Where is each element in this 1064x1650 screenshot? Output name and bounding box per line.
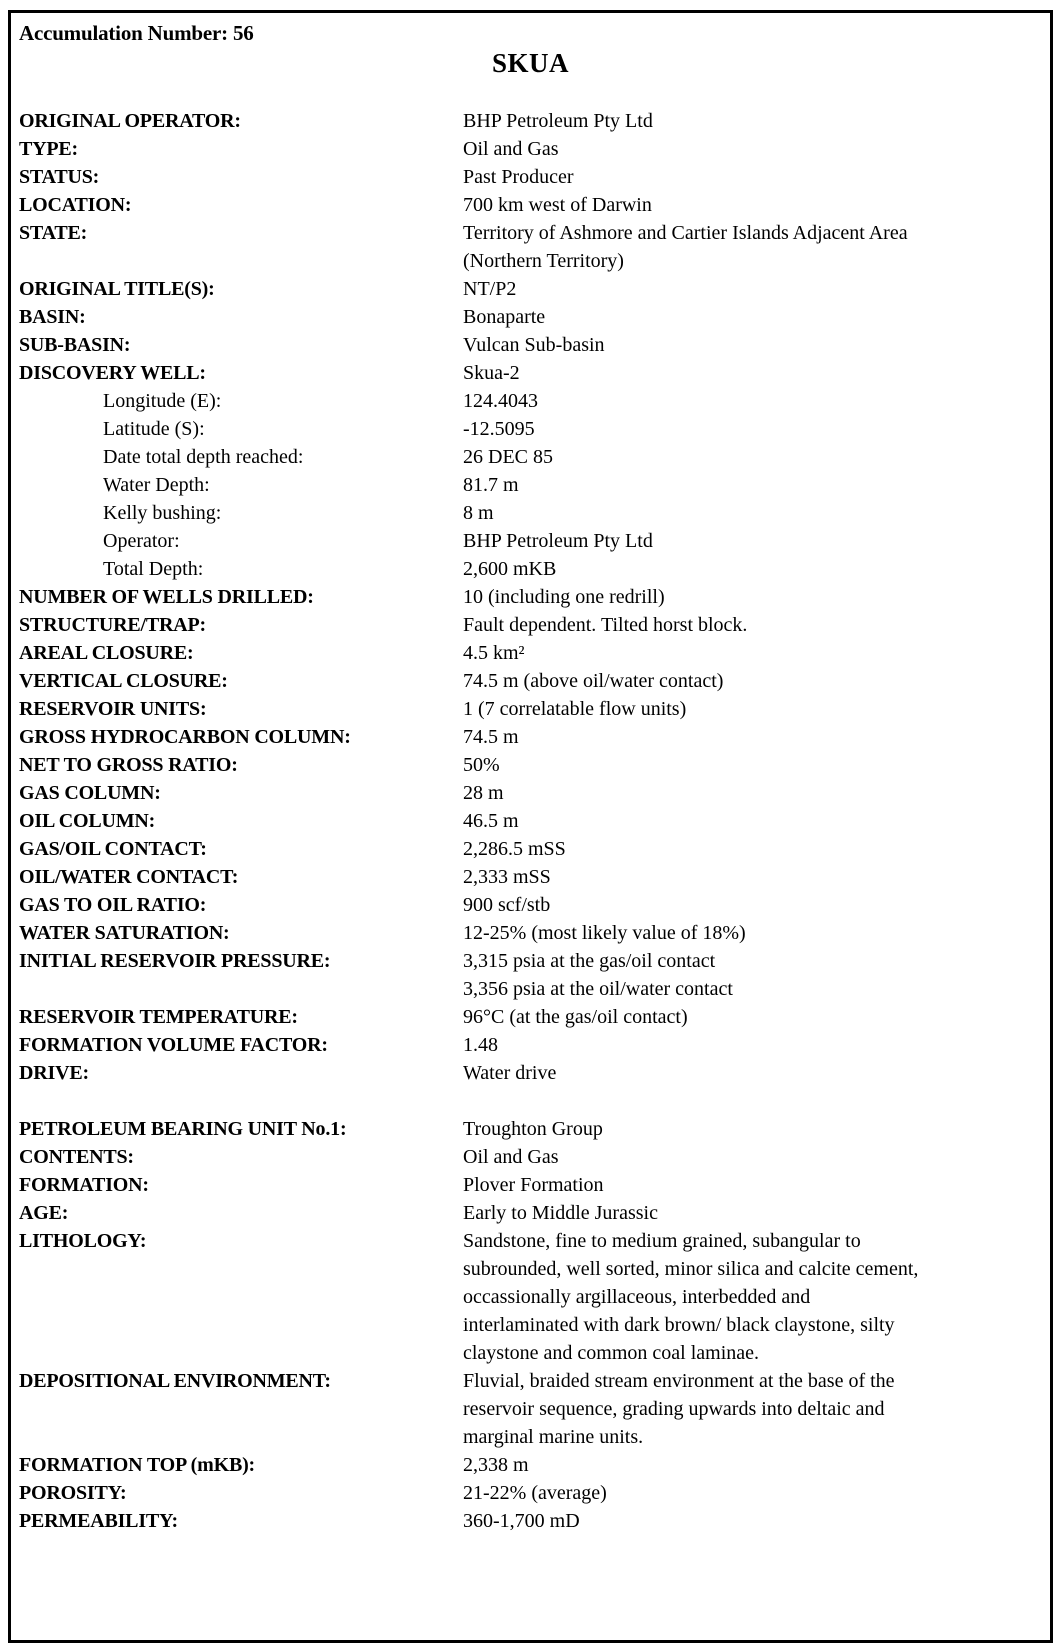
field-value [463,527,1042,555]
field-value-line: reservoir sequence, grading upwards into deltaic and [463,1398,885,1420]
field-row [19,163,1042,191]
accumulation-number-heading: Accumulation Number: 56 [19,21,254,45]
field-value-line: 21-22% (average) [463,1482,607,1504]
field-label: BASIN: [19,306,86,328]
field-value-line: Troughton Group [463,1118,603,1140]
field-value [463,835,1042,863]
field-label: POROSITY: [19,1482,127,1504]
field-row [19,275,1042,303]
field-row [19,919,1042,947]
field-label: ORIGINAL OPERATOR: [19,110,241,132]
field-label: LITHOLOGY: [19,1230,147,1252]
field-row [19,443,1042,471]
field-row [19,835,1042,863]
field-value-line: 12-25% (most likely value of 18%) [463,922,746,944]
field-row [19,667,1042,695]
field-value [463,359,1042,387]
field-value [463,1507,1042,1535]
field-label: GAS COLUMN: [19,782,161,804]
field-value-line: 3,315 psia at the gas/oil contact [463,950,716,972]
field-label: NUMBER OF WELLS DRILLED: [19,586,314,608]
field-row [19,555,1042,583]
field-row [19,947,1042,1003]
field-value [463,1227,1042,1367]
field-value [463,639,1042,667]
field-value-line: BHP Petroleum Pty Ltd [463,110,653,132]
field-value-line: Oil and Gas [463,138,559,160]
field-value [463,1031,1042,1059]
field-label: GAS/OIL CONTACT: [19,838,207,860]
field-value [463,667,1042,695]
field-label: Operator: [103,530,180,552]
field-value [463,443,1042,471]
field-label: RESERVOIR UNITS: [19,698,207,720]
field-label: SUB-BASIN: [19,334,131,356]
field-label: Kelly bushing: [103,502,222,524]
field-value-line: (Northern Territory) [463,250,624,272]
field-value-line: 81.7 m [463,474,519,496]
field-value-line: 700 km west of Darwin [463,194,652,216]
field-value-line: Territory of Ashmore and Cartier Islands Adjacent Area [463,222,908,244]
field-value-line: 46.5 m [463,810,519,832]
field-value [463,415,1042,443]
field-label: RESERVOIR TEMPERATURE: [19,1006,298,1028]
field-value-line: Skua-2 [463,362,520,384]
field-row [19,779,1042,807]
field-value-line: 10 (including one redrill) [463,586,665,608]
field-value-line: 74.5 m [463,726,519,748]
field-row [19,1031,1042,1059]
field-label: FORMATION: [19,1174,149,1196]
field-value-line: 124.4043 [463,390,538,412]
field-value [463,779,1042,807]
field-value [463,1059,1042,1087]
field-row [19,891,1042,919]
field-row [19,1451,1042,1479]
field-value [463,1479,1042,1507]
field-label: ORIGINAL TITLE(S): [19,278,215,300]
field-label: OIL/WATER CONTACT: [19,866,239,888]
field-row [19,1479,1042,1507]
field-label: DISCOVERY WELL: [19,362,206,384]
field-label: LOCATION: [19,194,132,216]
field-row [19,107,1042,135]
field-value-line: Sandstone, fine to medium grained, subangular to [463,1230,861,1252]
field-label: AGE: [19,1202,69,1224]
field-value-line: 28 m [463,782,504,804]
field-value-line: Bonaparte [463,306,546,328]
field-value-line: 8 m [463,502,494,524]
field-value [463,723,1042,751]
field-label: INITIAL RESERVOIR PRESSURE: [19,950,331,972]
field-value [463,751,1042,779]
field-label: GROSS HYDROCARBON COLUMN: [19,726,351,748]
field-value-line: 4.5 km² [463,642,525,664]
field-value-line: 360-1,700 mD [463,1510,580,1532]
field-row [19,331,1042,359]
field-row [19,1507,1042,1535]
field-row [19,583,1042,611]
field-value-line: marginal marine units. [463,1426,644,1448]
field-value-line: 26 DEC 85 [463,446,553,468]
field-value-line: claystone and common coal laminae. [463,1342,760,1364]
field-value [463,863,1042,891]
field-label: Longitude (E): [103,390,222,412]
field-value [463,499,1042,527]
field-label: STATE: [19,222,88,244]
field-label: OIL COLUMN: [19,810,156,832]
field-row [19,471,1042,499]
field-value [463,219,1042,275]
field-value [463,331,1042,359]
field-row [19,135,1042,163]
field-row [19,303,1042,331]
field-row [19,1003,1042,1031]
field-value-line: Oil and Gas [463,1146,559,1168]
field-row [19,1227,1042,1367]
field-value [463,555,1042,583]
field-value [463,1115,1042,1143]
field-value-line: 2,600 mKB [463,558,557,580]
field-value-line: -12.5095 [463,418,535,440]
field-row [19,695,1042,723]
field-value [463,947,1042,1003]
field-label: TYPE: [19,138,79,160]
field-value-line: 900 scf/stb [463,894,551,916]
field-label: FORMATION VOLUME FACTOR: [19,1034,328,1056]
field-row [19,1115,1042,1143]
field-label: GAS TO OIL RATIO: [19,894,207,916]
field-value-line: 1 (7 correlatable flow units) [463,698,687,720]
field-value [463,807,1042,835]
field-value-line: Plover Formation [463,1174,604,1196]
field-row [19,219,1042,275]
field-label: STATUS: [19,166,100,188]
field-value [463,919,1042,947]
field-value [463,387,1042,415]
field-value [463,1171,1042,1199]
field-row [19,359,1042,387]
field-row [19,499,1042,527]
field-row [19,639,1042,667]
field-rows [19,107,1042,1535]
field-value-line: occassionally argillaceous, interbedded and [463,1286,811,1308]
field-value [463,1003,1042,1031]
field-row [19,191,1042,219]
field-row [19,807,1042,835]
field-value [463,695,1042,723]
field-label: PETROLEUM BEARING UNIT No.1: [19,1118,347,1140]
field-row [19,611,1042,639]
field-row [19,723,1042,751]
field-value-line: BHP Petroleum Pty Ltd [463,530,653,552]
field-value [463,275,1042,303]
field-row [19,1199,1042,1227]
field-value [463,1451,1042,1479]
field-value [463,163,1042,191]
field-value [463,611,1042,639]
field-value-line: 2,286.5 mSS [463,838,566,860]
field-value-line: 3,356 psia at the oil/water contact [463,978,733,1000]
field-value-line: 50% [463,754,500,776]
field-value-line: Fault dependent. Tilted horst block. [463,614,748,636]
accumulation-data-sheet [8,10,1053,1643]
field-value-line: 96°C (at the gas/oil contact) [463,1006,688,1028]
field-label: Total Depth: [103,558,204,580]
field-value-line: Past Producer [463,166,574,188]
field-row [19,1367,1042,1451]
field-value [463,107,1042,135]
field-label: PERMEABILITY: [19,1510,178,1532]
field-value [463,191,1042,219]
field-label: FORMATION TOP (mKB): [19,1454,256,1476]
field-label: DEPOSITIONAL ENVIRONMENT: [19,1370,331,1392]
field-label: Water Depth: [103,474,210,496]
field-row [19,751,1042,779]
field-label: Date total depth reached: [103,446,304,468]
field-row [19,863,1042,891]
field-value-line: Vulcan Sub-basin [463,334,605,356]
field-value-line: Fluvial, braided stream environment at the base of the [463,1370,895,1392]
field-value [463,1367,1042,1451]
field-label: DRIVE: [19,1062,89,1084]
field-label: WATER SATURATION: [19,922,230,944]
field-value-line: 74.5 m (above oil/water contact) [463,670,724,692]
field-value-line: interlaminated with dark brown/ black claystone, silty [463,1314,895,1336]
field-value [463,1199,1042,1227]
field-value [463,1143,1042,1171]
page-title: SKUA [491,48,569,78]
field-value-line: 2,338 m [463,1454,529,1476]
field-label: VERTICAL CLOSURE: [19,670,228,692]
field-value [463,135,1042,163]
field-row [19,1171,1042,1199]
field-value-line: NT/P2 [463,278,517,300]
field-row [19,1143,1042,1171]
field-label: STRUCTURE/TRAP: [19,614,207,636]
field-value-line: Early to Middle Jurassic [463,1202,658,1224]
field-label: AREAL CLOSURE: [19,642,194,664]
field-value-line: 2,333 mSS [463,866,551,888]
field-row [19,1059,1042,1087]
field-value-line: subrounded, well sorted, minor silica and calcite cement, [463,1258,919,1280]
field-row [19,387,1042,415]
field-row [19,527,1042,555]
field-label: NET TO GROSS RATIO: [19,754,238,776]
field-label: Latitude (S): [103,418,205,440]
field-row [19,415,1042,443]
field-value [463,303,1042,331]
field-value [463,891,1042,919]
field-value [463,583,1042,611]
field-value-line: 1.48 [463,1034,498,1056]
field-label: CONTENTS: [19,1146,134,1168]
field-value [463,471,1042,499]
field-value-line: Water drive [463,1062,557,1084]
